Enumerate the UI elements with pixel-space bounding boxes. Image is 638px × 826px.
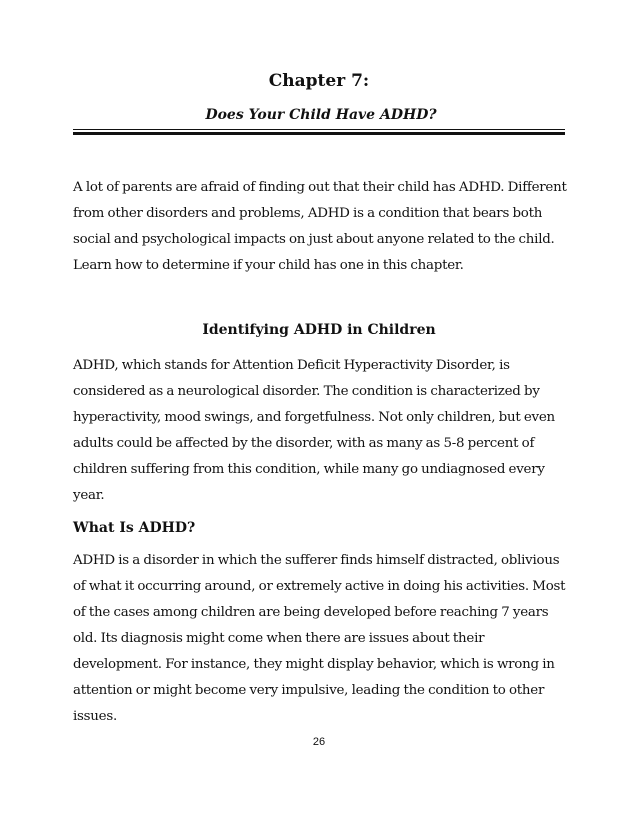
what-is-paragraph: ADHD is a disorder in which the sufferer finds himself distracted, oblivious of what it occurring around, or extremely active in doing his activities. Most of the cases among children are being developed before reaching 7 years old. Its diagnosis might come when there are issues about their development. For instance, they might display behavior, which is wrong in attention or might become very impulsive, leading the condition to other issues. (73, 553, 566, 724)
title-divider-thin-line (73, 129, 565, 130)
title-divider (73, 129, 565, 136)
chapter-title: Chapter 7: (268, 71, 370, 91)
title-divider-thick-line (73, 132, 565, 135)
identifying-paragraph: ADHD, which stands for Attention Deficit Hyperactivity Disorder, is considered as a neurological disorder. The condition is characterized by hyperactivity, mood swings, and forgetfulness. Not only children, but even adults could be affected by the disorder, with as many as 5-8 percent of children suffering from this condition, while many go undiagnosed every year. (73, 358, 555, 503)
section-heading-what-is: What Is ADHD? (73, 520, 196, 536)
page-number: 26 (312, 736, 326, 748)
section-heading-identifying: Identifying ADHD in Children (202, 322, 436, 338)
chapter-subtitle: Does Your Child Have ADHD? (205, 107, 437, 123)
intro-paragraph: A lot of parents are afraid of finding out that their child has ADHD. Different from other disorders and problems, ADHD is a condition that bears both social and psychological impacts on just about anyone related to the child. Learn how to determine if your child has one in this chapter. (73, 180, 567, 273)
